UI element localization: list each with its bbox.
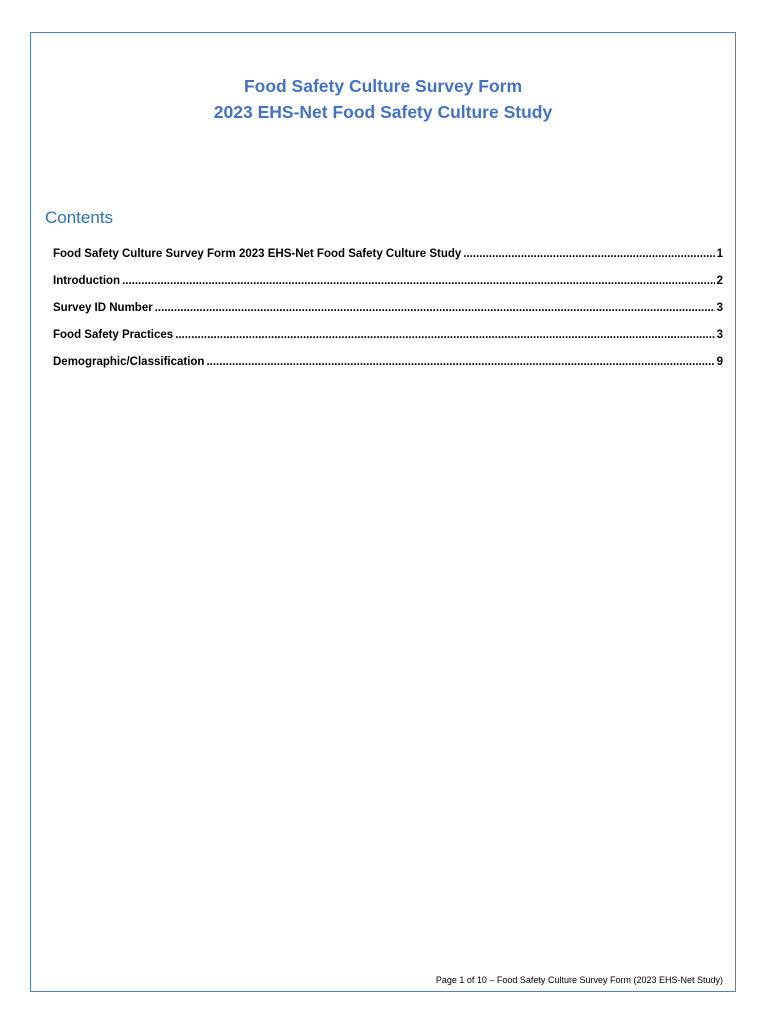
toc-entry-label[interactable]: Demographic/Classification — [53, 356, 205, 368]
toc-entry-label[interactable]: Introduction — [53, 275, 121, 287]
toc-dot-leader — [175, 328, 714, 342]
page-footer: Page 1 of 10 – Food Safety Culture Survey Form (2023 EHS-Net Study) — [435, 975, 723, 985]
toc-entry-food-safety-practices[interactable] — [53, 328, 723, 355]
toc-entry-page[interactable]: 3 — [716, 329, 723, 341]
toc-dot-leader — [122, 274, 715, 288]
toc-entry-survey-form[interactable] — [53, 247, 723, 274]
document-title-line-2: 2023 EHS-Net Food Safety Culture Study — [213, 102, 553, 122]
toc-entry-label[interactable]: Survey ID Number — [53, 302, 153, 314]
document-title-line-1: Food Safety Culture Survey Form — [243, 76, 523, 96]
toc-entry-page[interactable]: 9 — [716, 356, 723, 368]
toc-entry-survey-id-number[interactable] — [53, 301, 723, 328]
document-title — [31, 73, 735, 125]
toc-entry-page[interactable]: 1 — [716, 248, 723, 260]
toc-entry-label[interactable]: Food Safety Practices — [53, 329, 174, 341]
toc-entry-label[interactable]: Food Safety Culture Survey Form 2023 EHS-Net Food Safety Culture Study — [53, 248, 462, 260]
toc-entry-demographic-classification[interactable] — [53, 355, 723, 382]
contents-heading: Contents — [45, 208, 114, 227]
toc-entry-page[interactable]: 3 — [716, 302, 723, 314]
table-of-contents — [53, 247, 723, 382]
toc-dot-leader — [463, 247, 714, 261]
document-page — [30, 32, 736, 992]
toc-entry-page[interactable]: 2 — [716, 275, 723, 287]
toc-entry-introduction[interactable] — [53, 274, 723, 301]
toc-dot-leader — [206, 355, 714, 369]
toc-dot-leader — [155, 301, 715, 315]
